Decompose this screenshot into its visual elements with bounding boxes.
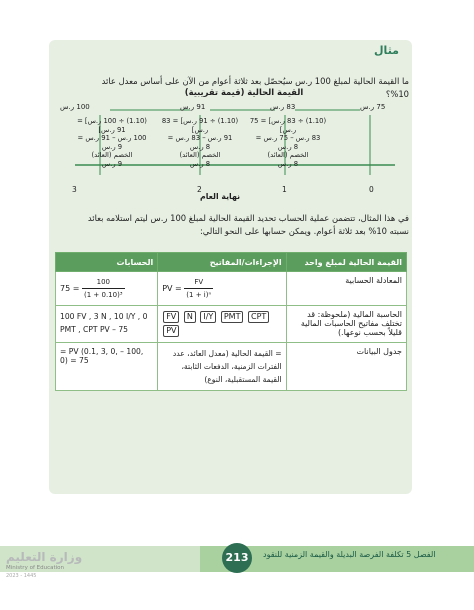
table-row <box>56 272 407 306</box>
timeline-step-year3: (1.10) ÷ 100 ر.س] = 91 ر.س] 100 ر.س – 91 ر.س = 9 ر.س الخصم (العائد) 9 ر.س <box>77 117 147 168</box>
key-cpt: CPT <box>248 311 269 323</box>
key-pv: PV <box>163 325 179 337</box>
present-value-subtitle: القيمة الحالية (قيمة تقريبية) <box>184 87 304 97</box>
example-question: ما القيمة الحالية لمبلغ 100 ر.س سيُحصّل بعد ثلاثة أعوام من الآن على أساس معدل عائد 10%؟ <box>101 76 409 99</box>
footer-chapter: الفصل 5 تكلفة الفرصة البديلة والقيمة الزمنية للنقود <box>263 550 436 559</box>
table-row <box>56 306 407 343</box>
intro-paragraph: في هذا المثال، تتضمن عملية الحساب تحديد القيمة الحالية لمبلغ 100 ر.س ليتم استلامه بعائد نسبته 10% بعد ثلاثة أعوام. ويمكن حسابها على النحو التالي: <box>87 213 409 236</box>
method-cell: المعادلة الحسابية <box>286 272 406 306</box>
timeline-top-value: 91 ر.س <box>180 103 206 111</box>
key-pmt: PMT <box>221 311 244 323</box>
key-n: N <box>184 311 196 323</box>
timeline-top-value: 100 ر.س <box>60 103 90 111</box>
timeline-tick: 0 <box>369 185 374 194</box>
calc-cell: = PV (0.1, 3, 0, – 100, 0) = 75 <box>56 343 158 391</box>
method-cell: الحاسبة المالية (ملحوظة: قد تختلف مفاتيح الحاسبات المالية قليلاً بحسب نوعها.) <box>286 306 406 343</box>
calculation-table <box>55 252 407 391</box>
timeline-top-value: 83 ر.س <box>270 103 296 111</box>
table-row <box>56 343 407 391</box>
ministry-logo-sub: Ministry of Education <box>6 565 65 571</box>
timeline-step-year2: (1.10) ÷ 91 ر.س] = 83 ر.س] 91 ر.س – 83 ر.س = 8 ر.س الخصم (العائد) 8 ر.س <box>161 117 239 168</box>
calc-cell: 75 = $\frac{100}{\text{(1 + 0.10)³}}$ <box>56 272 158 306</box>
header-method: القيمة الحالية لمبلغ واحد <box>286 253 406 272</box>
example-title: مثال <box>374 44 399 57</box>
ministry-logo-year: 2023 - 1445 <box>6 573 37 579</box>
page-number: 213 <box>222 543 252 573</box>
keys-cell: = القيمة الحالية (معدل العائد، عدد الفترات الزمنية، الدفعات الثابتة، القيمة المستقبلية، النوع) <box>158 343 286 391</box>
header-calc: الحسابات <box>56 253 158 272</box>
timeline-step-year1: (1.10) ÷ 83 ر.س] = 75 ر.س] 83 ر.س – 75 ر.س = 8 ر.س الخصم (العائد) 8 ر.س <box>249 117 327 168</box>
timeline-caption: نهاية العام <box>200 192 241 201</box>
timeline-tick: 1 <box>282 185 287 194</box>
keys-cell <box>158 306 286 343</box>
timeline-top-value: 75 ر.س <box>360 103 386 111</box>
calc-cell: 100 FV , 3 N , 10 I/Y , 0 PMT , CPT PV – 75 <box>56 306 158 343</box>
timeline-tick: 2 <box>197 185 202 194</box>
method-cell: جدول البيانات <box>286 343 406 391</box>
key-iy: I/Y <box>200 311 216 323</box>
key-fv: FV <box>163 311 179 323</box>
table-header-row <box>56 253 407 272</box>
header-keys: الإجراءات/المفاتيح <box>158 253 286 272</box>
formula-cell: PV = $\frac{FV}{\text{(1 + i)ⁿ}}$ <box>158 272 286 306</box>
timeline-tick: 3 <box>72 185 77 194</box>
ministry-logo: وزارة التعليم <box>6 550 83 564</box>
